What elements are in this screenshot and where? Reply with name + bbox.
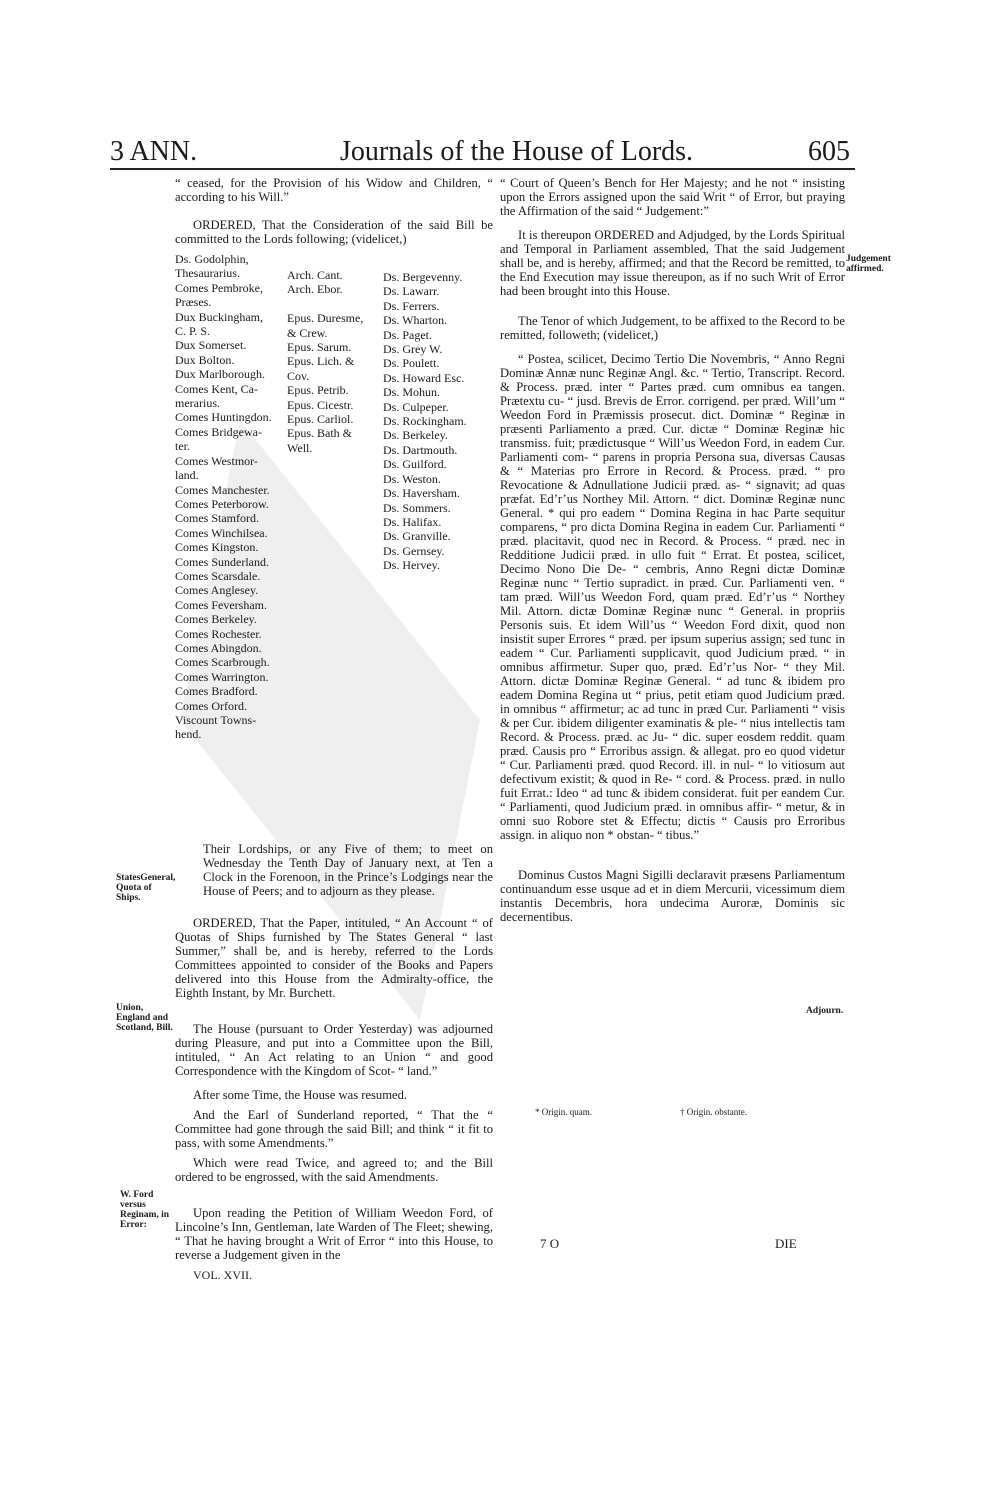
paragraph: Their Lordships, or any Five of them; to meet on Wednesday the Tenth Day of January next, at Ten a Clock in the Forenoon, in the Prince’s Lodgings near the House of Peers; and to adjourn as they please. [203,842,493,898]
committee-member: Viscount Towns- [175,713,257,727]
committee-member: Ds. Weston. [383,471,441,486]
committee-member: Ds. Sommers. [383,500,451,515]
committee-member: Ds. Dartmouth. [383,442,458,457]
committee-member: Epus. Carliol. [287,412,354,427]
committee-member: Comes Feversham. [175,597,267,612]
committee-member: Comes Warrington. [175,669,269,684]
right-column [500,176,845,930]
committee-member [287,297,387,311]
committee-member: Ds. Granville. [383,529,451,544]
catchword: DIE [775,1236,797,1251]
committee-member: Comes Winchilsea. [175,525,268,540]
committee-member: Ds. Godolphin, [175,252,249,266]
committee-member: Epus. Duresme, [287,311,364,326]
committee-column-1 [175,252,285,742]
committee-member: Epus. Lich. & [287,354,355,369]
committee-member: Ds. Berkeley. [383,428,448,443]
committee-member: Thesaurarius. [175,266,240,281]
header-rule [110,168,855,170]
committee-list [175,252,493,832]
committee-member: Ds. Hervey. [383,558,440,573]
committee-member: Epus. Sarum. [287,340,352,355]
committee-member: Comes Orford. [175,698,247,713]
committee-member: land. [175,468,199,483]
committee-member: Epus. Cicestr. [287,397,354,412]
committee-member: Ds. Paget. [383,327,432,342]
signature-mark: 7 O [540,1236,560,1251]
committee-member: Ds. Grey W. [383,342,443,357]
committee-member: Ds. Halifax. [383,514,442,529]
committee-member: ter. [175,439,190,454]
committee-member: Ds. Guilford. [383,457,447,472]
paragraph: It is thereupon ORDERED and Adjudged, by the Lords Spiritual and Temporal in Parliament assembled, That the said Judgement shall be, and is hereby, affirmed; and that the Record be remitted, to the End Execution may issue thereupon, as if no such Writ of Error had been brought into this House. [500,228,845,298]
committee-member: Comes Manchester. [175,482,270,497]
committee-member: Ds. Haversham. [383,486,460,501]
committee-member: Comes Stamford. [175,511,259,526]
committee-member: Ds. Culpeper. [383,399,449,414]
committee-member: Ds. Gernsey. [383,543,445,558]
committee-member: Arch. Ebor. [287,282,343,297]
committee-member: Comes Anglesey. [175,583,259,598]
volume-label: VOL. XVII. [193,1268,252,1282]
committee-member: Comes Abingdon. [175,640,262,655]
committee-member: Comes Kent, Ca- [175,381,258,396]
committee-member: Comes Rochester. [175,626,262,641]
committee-member: Ds. Mohun. [383,385,441,400]
regnal-year: 3 ANN. [110,136,198,167]
committee-member: Comes Peterborow. [175,496,269,511]
committee-member: Comes Scarsdale. [175,568,261,583]
committee-member: Ds. Ferrers. [383,298,440,313]
committee-member: Well. [287,440,313,455]
margin-note-ford: W. Ford versus Reginam, in Error: [120,1190,170,1230]
margin-note-union: Union, England and Scotland, Bill. [116,1003,173,1033]
committee-member: Cov. [287,368,310,383]
paragraph: ORDERED, That the Paper, intituled, “ An Account “ of Quotas of Ships furnished by The States General “ last Summer,” shall be, and is hereby, referred to the Lords Committees appointed to consider of the Books and Papers delivered into this House from the Admiralty-office, the Eighth Instant, by Mr. Burchett. [175,916,493,1000]
paragraph: After some Time, the House was resumed. [193,1088,408,1102]
page-header [110,130,850,180]
footnote: * Origin. quam. [535,1107,592,1117]
committee-member: Dux Somerset. [175,338,247,353]
committee-column-2 [287,268,387,455]
committee-member: Comes Bradford. [175,684,258,699]
committee-member: Epus. Petrib. [287,383,349,398]
committee-member: Comes Scarbrough. [175,655,270,670]
committee-member: merarius. [175,396,220,411]
paragraph: Dominus Custos Magni Sigilli declaravit præsens Parliamentum continuandum esse usque ad et in diem Mercurii, vicessimum diem instantis Decembris, hora undecima Auroræ, Dominis sic decernentibus. [500,868,845,924]
committee-member: Ds. Lawarr. [383,284,440,299]
committee-member: Comes Westmor- [175,453,258,468]
committee-member: Comes Berkeley. [175,612,257,627]
paragraph: Which were read Twice, and agreed to; and the Bill ordered to be engrossed, with the said Amendments. [175,1156,493,1184]
paragraph: And the Earl of Sunderland reported, “ That the “ Committee had gone through the said Bill; and think “ it fit to pass, with some Amendments.” [175,1108,493,1150]
paragraph: Upon reading the Petition of William Weedon Ford, of Lincolne’s Inn, Gentleman, late Warden of The Fleet; shewing, “ That he having brought a Writ of Error “ into this House, to reverse a Judgement given in the [175,1206,493,1262]
committee-member: Epus. Bath & [287,426,352,441]
committee-member: Ds. Howard Esc. [383,370,465,385]
latin-judgement: “ Postea, scilicet, Decimo Tertio Die Novembris, “ Anno Regni Dominæ Annæ nunc Reginæ Angl. &c. “ Tertio, Transcript. Record. & Process. præd. inter “ Partes præd. cum omnibus ea tangen. Prætextu cu- “ jusd. Brevis de Error. corrigend. per præd. Will’um “ Weedon Ford in Præmissis prosecut. dict. Dominæ “ Reginæ in præsenti Parliamento a præd. Cur. dictæ “ Dominæ Reginæ hic transmiss. fuit; prædictusque “ Will’us Weedon Ford, in eadem Cur. Parliamenti com- “ parens in propria Persona sua, diversas Causas & “ Materias pro Errore in Record. & Process. præd. “ pro Revocatione & Adnullatione Judicii præd. as- “ signavit; ad quas præfat. Ed’r’us Northey Mil. Attorn. “ dict. Dominæ Reginæ nunc General. * qui pro eadem “ Domina Regina in hac Parte sequitur comparens, “ pro dicta Domina Regina in eadem Cur. Parliamenti “ præd. placitavit, quod nec in Record. & Process. “ præd. nec in Redditione Judicii præd. in ullo fuit “ Errat. Et postea, scilicet, Decimo Nono Die De- “ cembris, Anno Regni dictæ Dominæ Reginæ nunc “ Tertio supradict. in præd. Cur. Parliamenti ven. “ tam præd. Will’us Weedon Ford, quam præd. Ed’r’us “ Northey Mil. Attorn. dictæ Dominæ Reginæ nunc “ General. in propriis Personis suis. Et idem Will’us “ Weedon Ford dixit, quod non insistit super Errores “ præd. per ipsum superius assign; sed tunc in eadem “ Cur. Parliamenti supplicavit, quod Judicium præd. “ in omnibus affirmetur. Super quo, præd. Ed’r’us Nor- “ they Mil. Attorn. dictæ Dominæ Reginæ General. “ ad tunc & ibidem pro eadem Domina Regina ut “ prius, petit etiam quod Judicium præd. in omnibus “ affirmetur; ac ad tunc in præd Cur. Parliamenti “ visis & per Cur. ibidem diligenter examinatis & ple- “ nius intellectis tam Record. & Process. præd. ac Ju- “ dic. super eosdem reddit. quam præd. Causis pro “ Erroribus assign. & allegat. pro eo quod videtur “ Cur. Parliamenti præd. quod Record. ill. in nul- “ lo vitiosum aut defectivum existit; & quod in Re- “ cord. & Process. præd. in nullo fuit Errat.: Ideo “ ad tunc & ibidem considerat. fuit per eandem Cur. “ Parliamenti, quod Judicium præd. in omnibus affir- “ metur, & in omni suo Robore stet & Effectu; dictis “ Causis pro Erroribus assign. in aliquo non * obstan- “ tibus.” [500,352,845,842]
left-column [175,176,493,1288]
committee-member: Comes Kingston. [175,540,259,555]
paragraph: “ Court of Queen’s Bench for Her Majesty; and he not “ insisting upon the Errors assigned upon the said Writ “ of Error, but praying the Affirmation of the said “ Judgement:” [500,176,845,218]
committee-member: Dux Buckingham, [175,309,263,324]
committee-member: & Crew. [287,325,328,340]
committee-column-3 [383,270,493,573]
paragraph: ORDERED, That the Consideration of the said Bill be committed to the Lords following; (videlicet,) [175,218,493,246]
page-number: 605 [808,136,850,167]
paragraph: “ ceased, for the Provision of his Widow and Children, “ according to his Will.” [175,176,493,204]
committee-member: Ds. Bergevenny. [383,270,463,284]
committee-member: Dux Bolton. [175,352,235,367]
margin-note-judgement: Judgement affirmed. [846,254,891,274]
committee-member: Comes Pembroke, [175,280,263,295]
page-title: Journals of the House of Lords. [340,136,694,167]
committee-member: Præses. [175,295,212,310]
committee-member: Comes Huntingdon. [175,410,272,425]
margin-note-states-general: StatesGeneral, Quota of Ships. [116,873,176,903]
committee-member: C. P. S. [175,324,211,339]
paragraph: The House (pursuant to Order Yesterday) was adjourned during Pleasure, and put into a Committee upon the Bill, intituled, “ An Act relating to an Union “ and good Correspondence with the Kingdom of Scot- “ land.” [175,1022,493,1078]
committee-member: Comes Bridgewa- [175,424,262,439]
committee-member: Ds. Poulett. [383,356,440,371]
margin-note-adjourn: Adjourn. [806,1006,844,1016]
committee-member: Ds. Rockingham. [383,414,467,429]
committee-member: hend. [175,727,202,742]
footnote: † Origin. obstante. [680,1107,747,1117]
committee-member: Dux Marlborough. [175,367,265,382]
paragraph: The Tenor of which Judgement, to be affixed to the Record to be remitted, followeth; (videlicet,) [500,314,845,342]
committee-member: Ds. Wharton. [383,313,448,328]
committee-member: Arch. Cant. [287,268,343,282]
committee-member: Comes Sunderland. [175,554,269,569]
